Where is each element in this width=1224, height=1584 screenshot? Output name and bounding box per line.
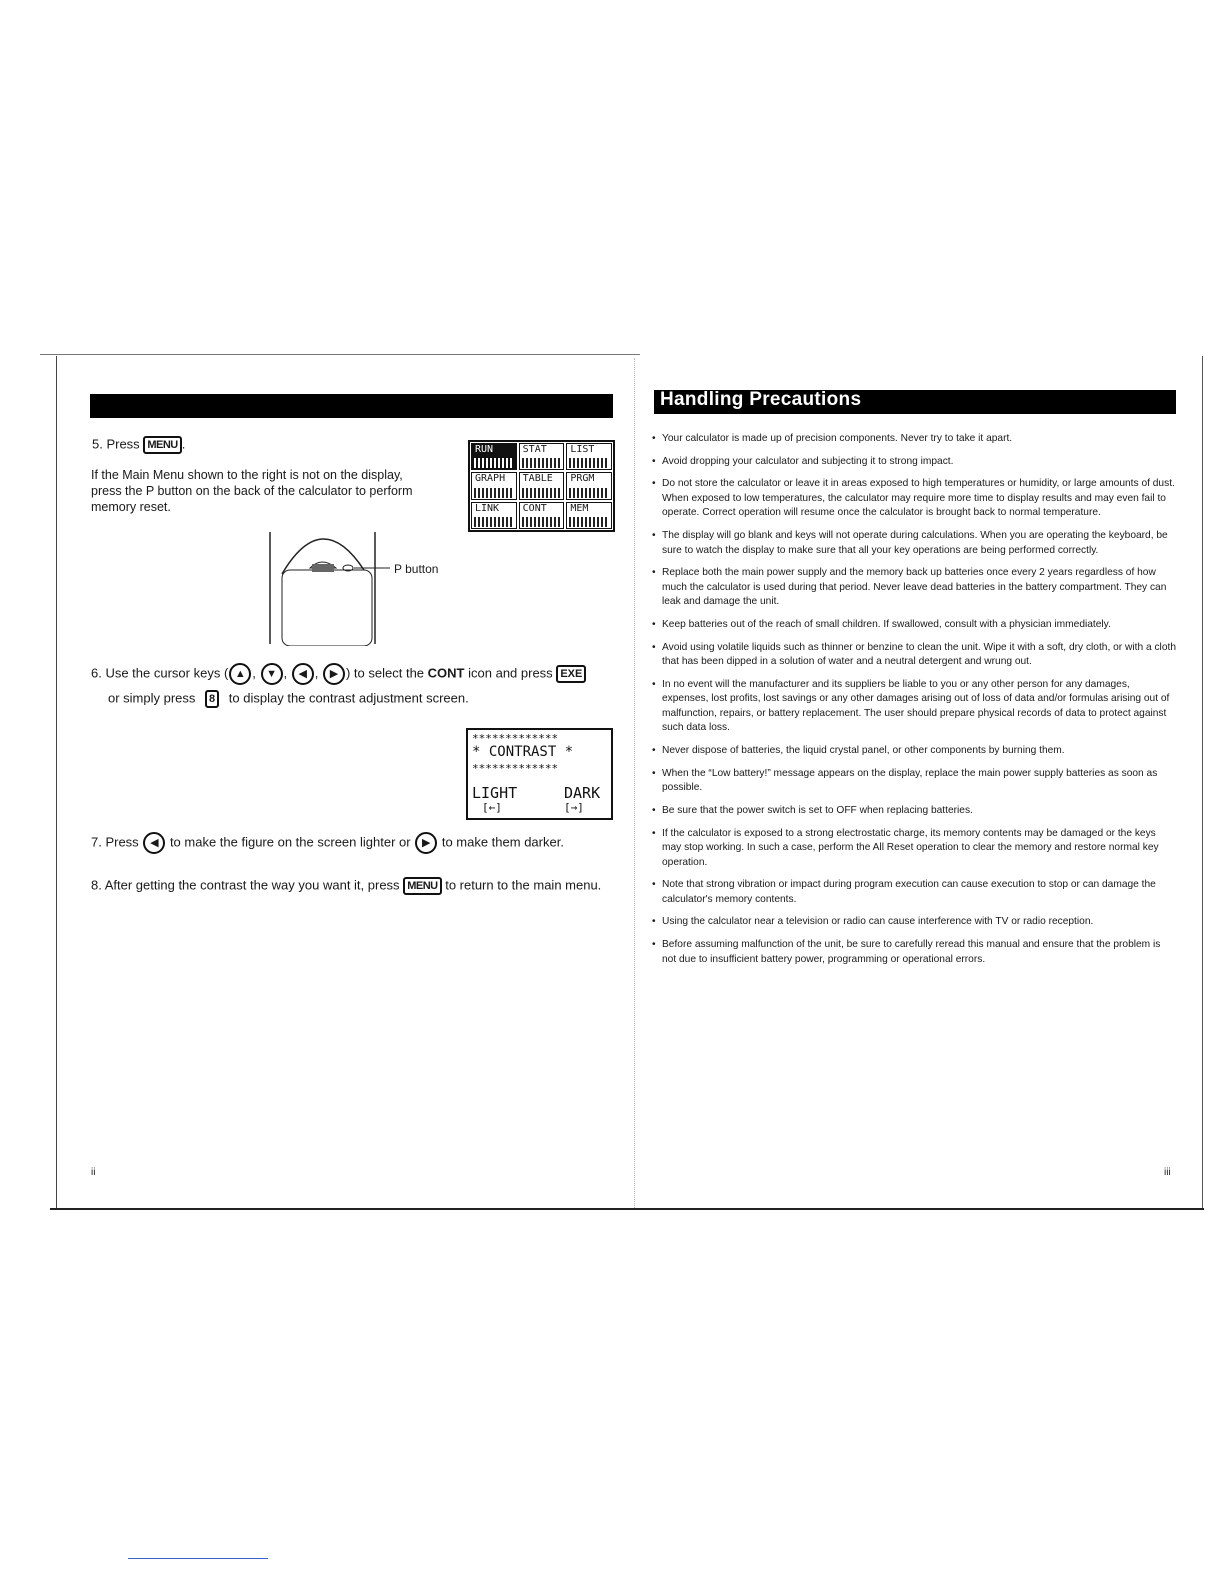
step-5: [92, 436, 185, 454]
step-6-middle: ) to select the: [345, 665, 425, 681]
up-arrow-icon: ▲: [229, 663, 251, 685]
step-8-text: 8. After getting the contrast the way you want it, press: [91, 877, 400, 893]
down-arrow-icon: ▼: [261, 663, 283, 685]
step-6-after: icon and press: [468, 665, 553, 681]
step-6-line2-prefix: or simply press: [108, 690, 196, 706]
bottom-rule: [50, 1208, 1204, 1210]
menu-key: MENU: [403, 877, 441, 895]
left-header-bar: [90, 394, 613, 418]
light-key-hint: [←]: [482, 801, 502, 814]
step-5-suffix: .: [181, 436, 186, 452]
dark-key-hint: [→]: [564, 801, 584, 814]
contrast-border-bottom: *************: [472, 762, 559, 775]
left-page-number: ii: [91, 1167, 96, 1178]
right-arrow-icon: ▶: [323, 663, 345, 685]
menu-key: MENU: [143, 436, 181, 454]
list-item: • The display will go blank and keys will not operate during calculations. When you are operating the keyboard, be sure to watch the display to make sure that all your key operations are being performed correctly.: [652, 529, 1176, 558]
menu-cell-stat: STAT: [519, 443, 565, 470]
menu-cell-link: LINK: [471, 502, 517, 529]
list-item: • If the calculator is exposed to a strong electrostatic charge, its memory contents may be damaged or the keys may stop working. In such a case, perform the All Reset operation to clear the memory and restore normal key operation.: [652, 827, 1176, 871]
left-arrow-icon: ◀: [143, 832, 165, 854]
list-item: • Avoid dropping your calculator and subjecting it to strong impact.: [652, 455, 1176, 470]
step-8: [91, 877, 601, 895]
left-edge-rule: [56, 356, 57, 1208]
step-7-text: 7. Press: [91, 834, 139, 850]
list-item: • Avoid using volatile liquids such as thinner or benzine to clean the unit. Wipe it with a soft, dry cloth, or with a cloth that has been dipped in a solution of water and a neutral detergent and wrung out.: [652, 641, 1176, 670]
list-item: • When the “Low battery!” message appears on the display, replace the main power supply batteries as soon as possible.: [652, 767, 1176, 796]
contrast-screen: [466, 728, 613, 820]
menu-cell-prgm: PRGM: [566, 472, 612, 499]
exe-key: EXE: [556, 665, 586, 683]
step-5-note: If the Main Menu shown to the right is not on the display, press the P button on the back of the calculator to perform memory reset.: [91, 468, 413, 514]
list-item: • Your calculator is made up of precision components. Never try to take it apart.: [652, 432, 1176, 447]
menu-cell-run: RUN: [471, 443, 517, 470]
list-item: • Keep batteries out of the reach of small children. If swallowed, consult with a physician immediately.: [652, 618, 1176, 633]
list-item: • Before assuming malfunction of the unit, be sure to carefully reread this manual and ensure that the problem is not due to insufficient battery power, programming or operational errors.: [652, 938, 1176, 967]
menu-cell-list: LIST: [566, 443, 612, 470]
step-6-text: 6. Use the cursor keys (: [91, 665, 229, 681]
list-item: • In no event will the manufacturer and its suppliers be liable to you or any other person for any damages, expenses, lost profits, lost savings or any other damages arising out of loss of data and/or formulas arising out of malfunction, repairs, or battery replacement. The user should prepare physical records of data to protect against such data loss.: [652, 678, 1176, 736]
footer-rule: [128, 1558, 268, 1559]
right-edge-rule: [1202, 356, 1203, 1208]
contrast-border-top: *************: [472, 732, 559, 745]
left-arrow-icon: ◀: [292, 663, 314, 685]
dark-label: DARK: [564, 784, 601, 802]
right-page-number: iii: [1164, 1167, 1171, 1178]
list-item: • Be sure that the power switch is set to OFF when replacing batteries.: [652, 804, 1176, 819]
step-6-line2-suffix: to display the contrast adjustment screen.: [228, 690, 469, 706]
precautions-list: [652, 432, 1176, 975]
menu-cell-cont: CONT: [519, 502, 565, 529]
contrast-title: * CONTRAST *: [472, 744, 574, 760]
right-arrow-icon: ▶: [415, 832, 437, 854]
main-menu-screen: [468, 440, 615, 532]
cont-label: CONT: [427, 665, 465, 681]
menu-cell-table: TABLE: [519, 472, 565, 499]
list-item: • Using the calculator near a television or radio can cause interference with TV or radio reception.: [652, 915, 1176, 930]
key-8: 8: [205, 690, 219, 708]
page-title: Handling Precautions: [660, 389, 862, 410]
step-6: 6. Use the cursor keys ( ▲ , ▼ , ◀ , ▶ ) to select the CONT icon and press EXE: [91, 663, 586, 685]
menu-cell-graph: GRAPH: [471, 472, 517, 499]
step-7-suffix: to make them darker.: [441, 834, 564, 850]
step-6-line-2: [108, 690, 469, 708]
list-item: • Never dispose of batteries, the liquid crystal panel, or other components by burning them.: [652, 744, 1176, 759]
step-5-text: 5. Press: [92, 436, 140, 452]
p-button-label: P button: [394, 562, 439, 576]
top-rule: [40, 354, 640, 355]
step-7-middle: to make the figure on the screen lighter or: [169, 834, 411, 850]
calculator-back-illustration: [260, 526, 390, 646]
list-item: • Note that strong vibration or impact during program execution can cause execution to stop or can damage the calculator's memory contents.: [652, 878, 1176, 907]
light-label: LIGHT: [472, 784, 518, 802]
page-fold: [634, 358, 636, 1208]
step-7: [91, 832, 564, 854]
list-item: • Do not store the calculator or leave it in areas exposed to high temperatures or humidity, or large amounts of dust. When exposed to low temperatures, the calculator may require more time to display results and may even fail to operate. Correct operation will resume once the calculator is brought back to normal temperature.: [652, 477, 1176, 521]
step-8-suffix: to return to the main menu.: [445, 877, 602, 893]
menu-cell-mem: MEM: [566, 502, 612, 529]
list-item: • Replace both the main power supply and the memory back up batteries once every 2 years regardless of how much the calculator is used during that period. Never leave dead batteries in the battery compartment. They can leak and damage the unit.: [652, 566, 1176, 610]
